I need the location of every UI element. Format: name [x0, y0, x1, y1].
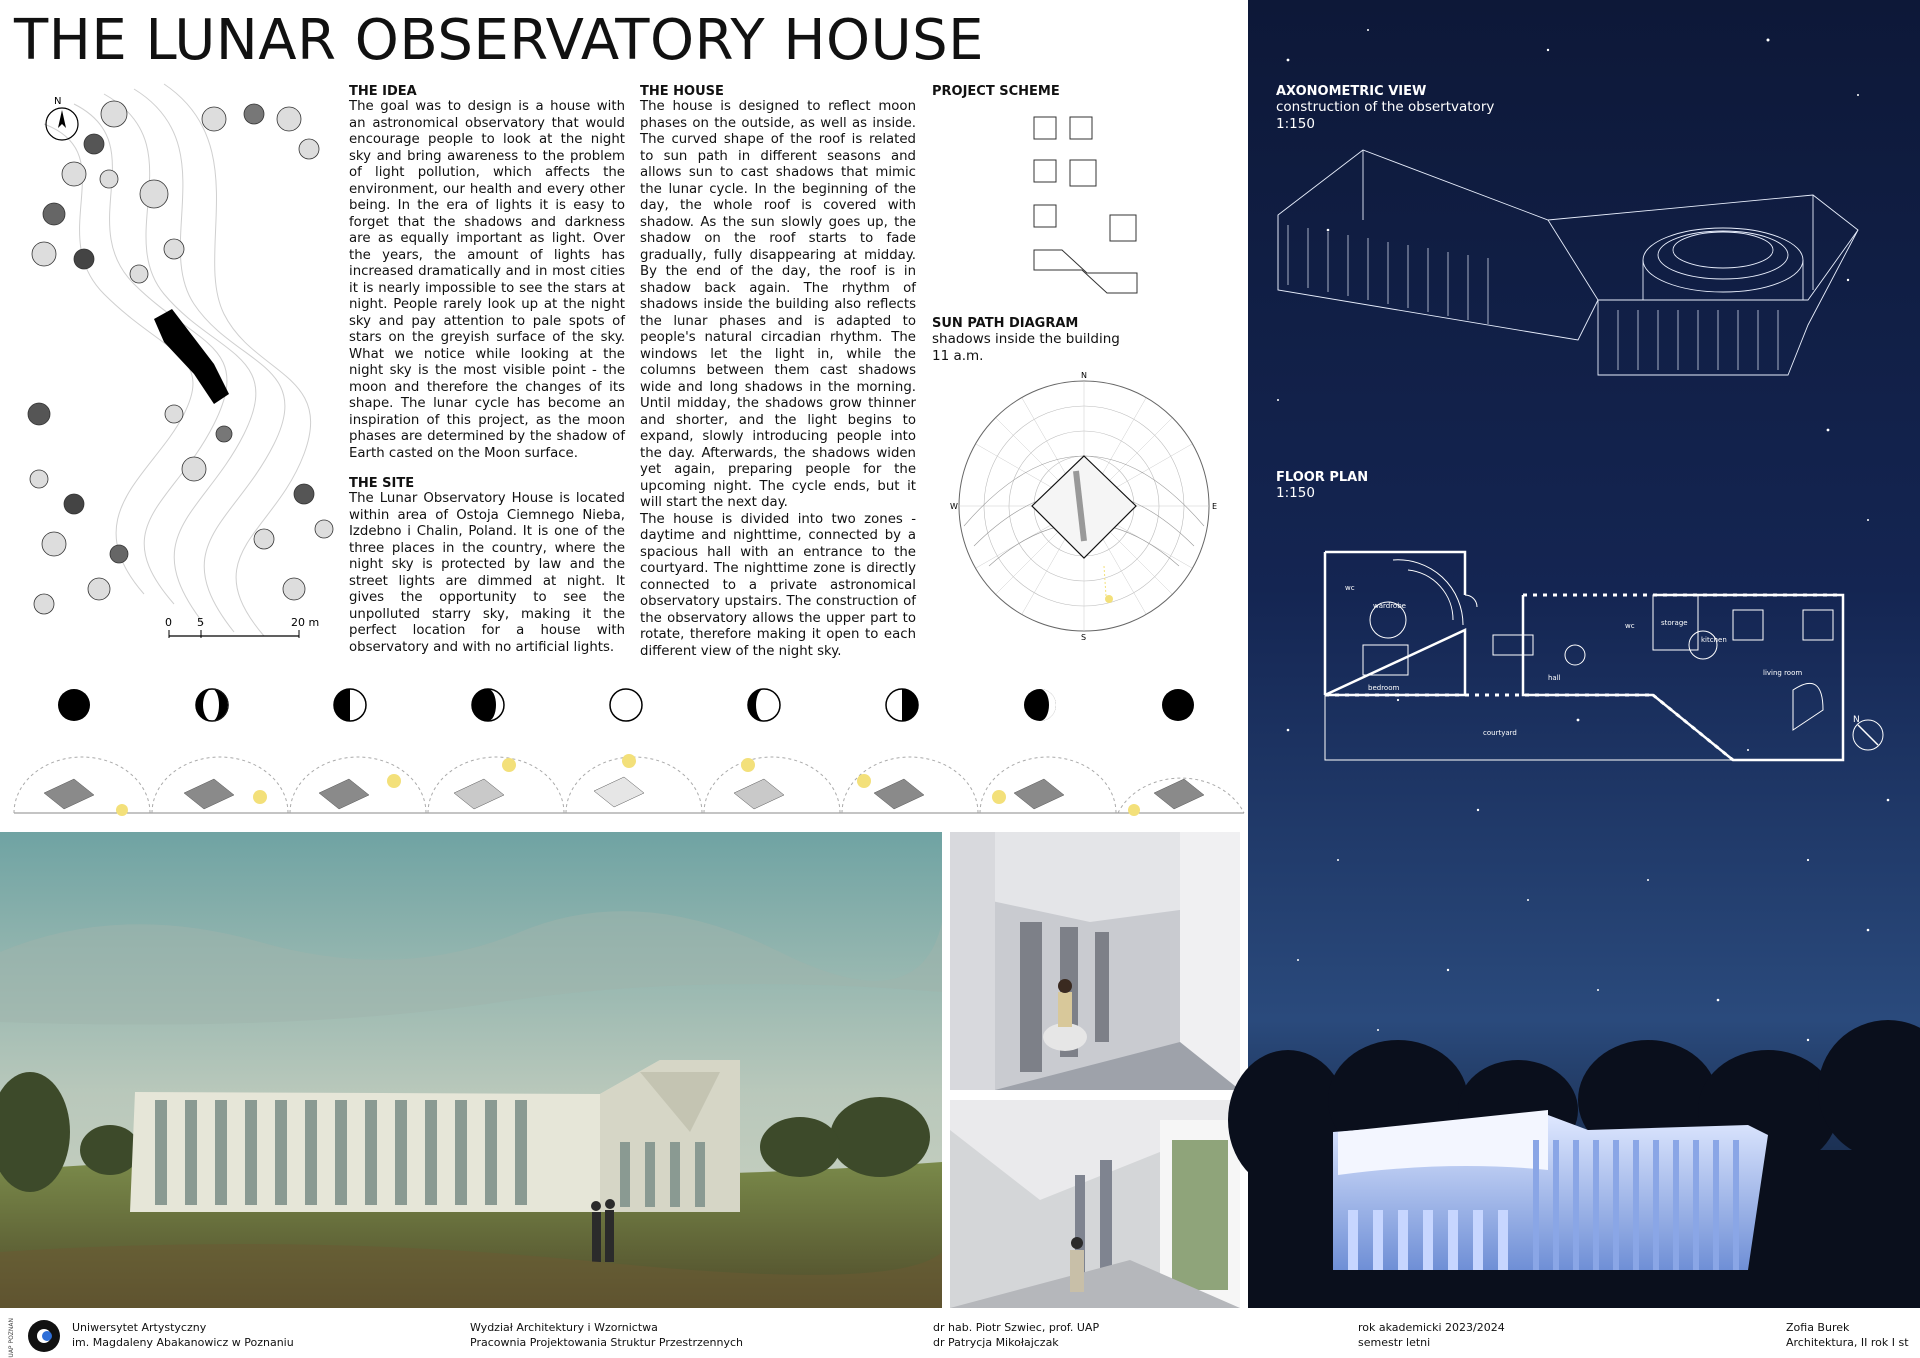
floor-plan-drawing — [1323, 550, 1893, 770]
page-title: THE LUNAR OBSERVATORY HOUSE — [14, 8, 985, 73]
exterior-render — [0, 832, 942, 1308]
floorplan-heading: FLOOR PLAN — [1276, 470, 1369, 485]
footer-department — [470, 1320, 743, 1350]
sun-path-s: S — [1081, 633, 1087, 642]
idea-column — [349, 84, 625, 656]
sun-path-n: N — [1081, 371, 1087, 380]
interior-render-b — [950, 1100, 1240, 1308]
room-living: living room — [1763, 669, 1803, 677]
floorplan-scale: 1:150 — [1276, 485, 1315, 501]
axon-label-group — [1276, 84, 1494, 133]
footer-uni-line1: Uniwersytet Artystyczny — [72, 1321, 207, 1334]
moon-first-quarter-icon — [334, 689, 366, 721]
footer-dept-line1: Wydział Architektury i Wzornictwa — [470, 1321, 658, 1334]
sun-path-w: W — [950, 502, 958, 511]
site-text: The Lunar Observatory House is located within area of Ostoja Ciemnego Nieba, Izdebno i Chalin, Poland. It is one of the three places in the country, where the night sky is protected by law and the street lights are dimmed at night. It gives the opportunity to see the unpolluted starry sky, making it the perfect location for a house with observatory and with no artificial lights. — [349, 491, 625, 655]
footer — [0, 1310, 1920, 1358]
project-scheme — [932, 84, 1232, 309]
scale-0: 0 — [165, 616, 172, 629]
room-hall: hall — [1548, 674, 1561, 682]
north-label: N — [54, 96, 62, 107]
footer-year-2: semestr letni — [1358, 1336, 1431, 1349]
building-footprint — [154, 309, 229, 404]
interior-render-a — [950, 832, 1240, 1090]
footer-tutor-1: dr hab. Piotr Szwiec, prof. UAP — [933, 1321, 1100, 1334]
moon-waning-crescent-icon — [1024, 689, 1056, 721]
house-text-2: The house is divided into two zones - daytime and nighttime, connected by a spacious hall with an entrance to the courtyard. The nighttime zone is directly connected to a private astronomical observatory upstairs. The construction of the observatory allows the upper part to rotate, therefore making it open to each different view of the night sky. — [640, 511, 916, 659]
idea-text: The goal was to design is a house with an astronomical observatory that would encourage people to look at the night sky and bring awareness to the problem of light pollution, which affects the environment, our health and every other being. In the era of lights it is easy to forget that the shadows and darkness are as equally important as light. Over the years, the amount of lights has increased dramatically and in most cities it is nearly impossible to see the stars at night. People rarely look up at the night sky and pay attention to pale spots of stars on the greyish surface of the sky. What we notice while looking at the night sky is the most visible point - the moon and therefore the changes of its shape. The lunar cycle has become an inspiration of this project, as the moon phases are determined by the shadow of Earth casted on the Moon surface. — [349, 99, 625, 461]
footer-author-1: Zofia Burek — [1786, 1321, 1850, 1334]
moon-new-2-icon — [1162, 689, 1194, 721]
room-bedroom: bedroom — [1368, 684, 1400, 692]
moon-waxing-gibbous-icon — [472, 689, 504, 721]
uap-logo-icon — [26, 1318, 62, 1354]
axon-sub2: 1:150 — [1276, 116, 1315, 132]
floorplan-north-label: N — [1853, 715, 1860, 725]
axon-heading: AXONOMETRIC VIEW — [1276, 84, 1427, 99]
sunpath-sub2: 11 a.m. — [932, 348, 984, 364]
axon-sub1: construction of the obsertvatory — [1276, 99, 1495, 115]
scale-5: 5 — [197, 616, 204, 629]
sun-path-section — [932, 316, 1232, 655]
scheme-heading: PROJECT SCHEME — [932, 84, 1060, 99]
footer-tutors — [933, 1320, 1099, 1350]
scale-20: 20 m — [291, 616, 320, 629]
sun-path-e: E — [1212, 502, 1218, 511]
room-wc-1: wc — [1345, 584, 1355, 592]
night-panel — [1248, 0, 1920, 1308]
idea-heading: THE IDEA — [349, 84, 417, 99]
house-column — [640, 84, 916, 660]
axonometric-drawing — [1268, 150, 1868, 380]
room-storage: storage — [1661, 619, 1688, 627]
footer-author — [1786, 1320, 1909, 1350]
footer-year — [1358, 1320, 1505, 1350]
roof-shadow-row — [14, 755, 1244, 815]
footer-author-2: Architektura, II rok I st — [1786, 1336, 1909, 1349]
logo-side-text: UAP POZNAN — [8, 1318, 15, 1358]
scheme-diagram — [1032, 105, 1232, 305]
floorplan-label-group — [1276, 470, 1368, 502]
room-courtyard: courtyard — [1483, 729, 1517, 737]
site-plan — [14, 84, 334, 639]
north-arrow-icon — [46, 108, 78, 140]
footer-year-1: rok akademicki 2023/2024 — [1358, 1321, 1505, 1334]
house-heading: THE HOUSE — [640, 84, 724, 99]
sunpath-heading: SUN PATH DIAGRAM — [932, 316, 1079, 331]
footer-tutor-2: dr Patrycja Mikołajczak — [933, 1336, 1059, 1349]
moon-new-icon — [58, 689, 90, 721]
moon-full-icon — [610, 689, 642, 721]
sunpath-sub1: shadows inside the building — [932, 331, 1120, 347]
sun-path-diagram — [932, 371, 1218, 651]
sun-icon — [1105, 595, 1113, 603]
moon-last-quarter-icon — [886, 689, 918, 721]
site-plan-drawing — [14, 84, 334, 639]
footer-uni-line2: im. Magdaleny Abakanowicz w Poznaniu — [72, 1336, 294, 1349]
footer-dept-line2: Pracownia Projektowania Struktur Przestrzennych — [470, 1336, 743, 1349]
night-render — [1248, 1000, 1920, 1308]
house-text-1: The house is designed to reflect moon phases on the outside, as well as inside. The curved shape of the roof is related to sun path in different seasons and allows sun to cast shadows that mimic the lunar cycle. In the beginning of the day, the whole roof is covered with shadow. As the sun slowly goes up, the shadow on the roof starts to fade gradually, fully disappearing at midday. By the end of the day, the roof is in shadow back again. The rhythm of shadows inside the building also reflects the lunar phases and is adapted to people's natural circadian rhythm. The windows let the light in, while the columns between them cast shadows wide and long shadows in the morning. Until midday, the shadows grow thinner and shorter, and the light begins to expand, slowly introducing people into the day. Afterwards, the shadows widen yet again, preparing people for the upcoming night. The cycle ends, but it will start the next day. — [640, 99, 916, 510]
moon-phases-row — [14, 680, 1244, 730]
moon-waxing-crescent-icon — [196, 689, 228, 721]
footer-university — [72, 1320, 294, 1350]
room-kitchen: kitchen — [1701, 636, 1727, 644]
moon-waning-gibbous-icon — [748, 689, 780, 721]
room-wc-2: wc — [1625, 622, 1635, 630]
room-wardrobe: wardrobe — [1373, 602, 1406, 610]
site-heading: THE SITE — [349, 476, 415, 491]
